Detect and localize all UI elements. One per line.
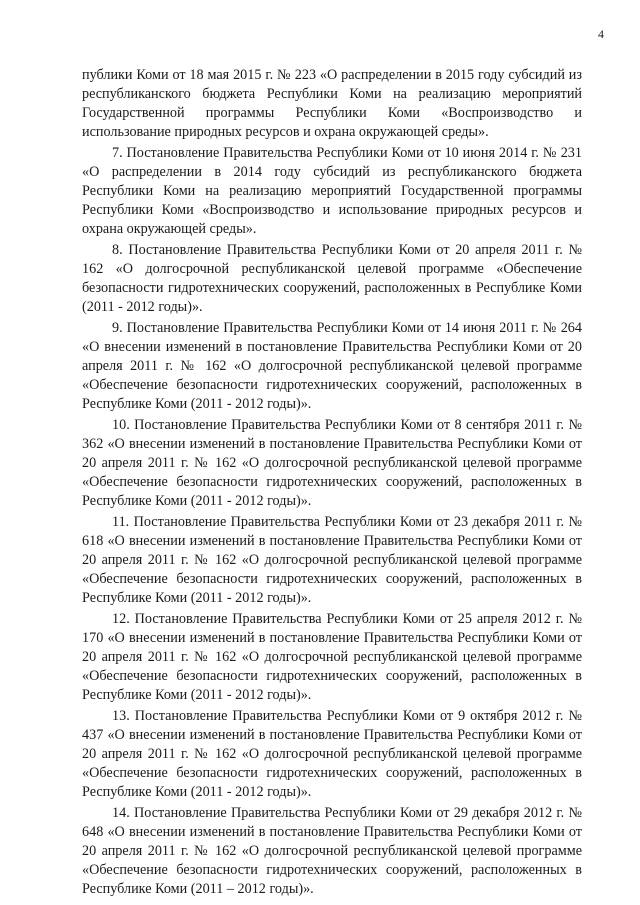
paragraph-item-11: 11. Постановление Правительства Республики Коми от 23 декабря 2011 г. № 618 «О внесении изменений в постановление Правительства Республики Коми от 20 апреля 2011 г. № 162 «О долгосрочной республиканской целевой программе «Обеспечение безопасности гидротехнических сооружений, расположенных в Республике Коми (2011 - 2012 годы)». bbox=[82, 514, 582, 606]
document-body bbox=[82, 66, 582, 901]
page-number: 4 bbox=[598, 27, 604, 41]
paragraph-item-8: 8. Постановление Правительства Республики Коми от 20 апреля 2011 г. № 162 «О долгосрочной республиканской целевой программе «Обеспечение безопасности гидротехнических сооружений, расположенных в Республике Коми (2011 - 2012 годы)». bbox=[82, 242, 582, 315]
paragraph-item-12: 12. Постановление Правительства Республики Коми от 25 апреля 2012 г. № 170 «О внесении изменений в постановление Правительства Республики Коми от 20 апреля 2011 г. № 162 «О долгосрочной республиканской целевой программе «Обеспечение безопасности гидротехнических сооружений, расположенных в Республике Коми (2011 - 2012 годы)». bbox=[82, 611, 582, 703]
paragraph-item-9: 9. Постановление Правительства Республики Коми от 14 июня 2011 г. № 264 «О внесении изменений в постановление Правительства Республики Коми от 20 апреля 2011 г. № 162 «О долгосрочной республиканской целевой программе «Обеспечение безопасности гидротехнических сооружений, расположенных в Республике Коми (2011 - 2012 годы)». bbox=[82, 320, 582, 412]
paragraph-item-7: 7. Постановление Правительства Республики Коми от 10 июня 2014 г. № 231 «О распределении в 2014 году субсидий из республиканского бюджета Республики Коми на реализацию мероприятий Государственной программы Республики Коми «Воспроизводство и использование природных ресурсов и охрана окружающей среды». bbox=[82, 145, 582, 237]
paragraph-item-13: 13. Постановление Правительства Республики Коми от 9 октября 2012 г. № 437 «О внесении изменений в постановление Правительства Республики Коми от 20 апреля 2011 г. № 162 «О долгосрочной республиканской целевой программе «Обеспечение безопасности гидротехнических сооружений, расположенных в Республике Коми (2011 - 2012 годы)». bbox=[82, 708, 582, 800]
paragraph-item-14: 14. Постановление Правительства Республики Коми от 29 декабря 2012 г. № 648 «О внесении изменений в постановление Правительства Республики Коми от 20 апреля 2011 г. № 162 «О долгосрочной республиканской целевой программе «Обеспечение безопасности гидротехнических сооружений, расположенных в Республике Коми (2011 – 2012 годы)». bbox=[82, 805, 582, 897]
paragraph-item-10: 10. Постановление Правительства Республики Коми от 8 сентября 2011 г. № 362 «О внесении изменений в постановление Правительства Республики Коми от 20 апреля 2011 г. № 162 «О долгосрочной республиканской целевой программе «Обеспечение безопасности гидротехнических сооружений, расположенных в Республике Коми (2011 - 2012 годы)». bbox=[82, 417, 582, 509]
paragraph-continuation: публики Коми от 18 мая 2015 г. № 223 «О распределении в 2015 году субсидий из республиканского бюджета Республики Коми на реализацию мероприятий Государственной программы Республики Коми «Воспроизводство и использование природных ресурсов и охрана окружающей среды». bbox=[82, 67, 582, 140]
